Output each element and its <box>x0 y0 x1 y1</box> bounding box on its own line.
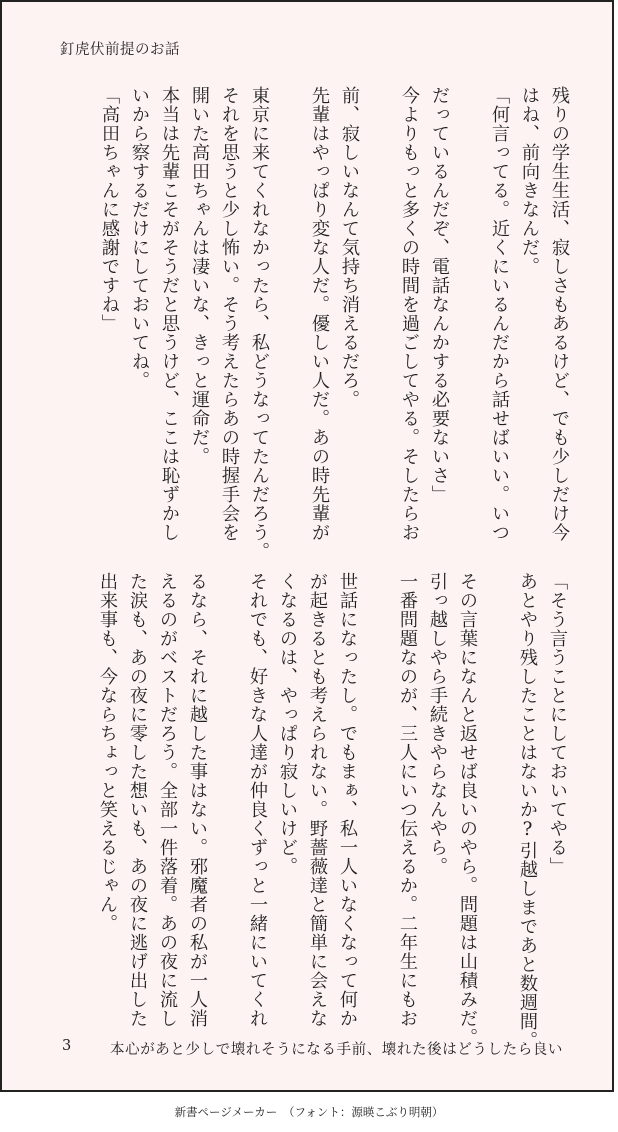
top-text-block <box>64 86 574 576</box>
text-line: だっているんだぞ、電話なんかする必要ないさ」 <box>429 86 450 504</box>
text-line: くなるのは、やっぱり寂しいけど。 <box>277 572 298 876</box>
text-line: 一番問題なのが、三人にいつ伝えるか。二年生にもお <box>397 572 418 1028</box>
text-line: それを思うと少し怖い。そう考えたらあの時握手会を <box>219 86 240 542</box>
text-line: が起きるとも考えられない。野薔薇達と簡単に会えな <box>307 572 328 1028</box>
text-line: 東京に来てくれなかったら、私どうなってたんだろう。 <box>249 86 270 561</box>
text-line: た涙も、あの夜に零した想いも、あの夜に逃げ出した <box>127 572 148 1028</box>
text-line: 「高田ちゃんに感謝ですね」 <box>99 86 120 333</box>
text-line: えるのがベストだろう。全部一件落着。あの夜に流し <box>157 572 178 1028</box>
text-line: 残りの学生生活、寂しさもあるけど、でも少しだけ今 <box>549 86 570 542</box>
text-line: 「何言ってる。近くにいるんだから話せばいい。いつ <box>489 86 510 542</box>
text-line: 世話になったし。でもまぁ、私一人いなくなって何か <box>337 572 358 1028</box>
story-title: 釘虎伏前提のお話 <box>60 42 180 58</box>
text-line: その言葉になんと返せば良いのやら。問題は山積みだ。 <box>457 572 478 1047</box>
text-line: 前、寂しいなんて気持ち消えるだろ。 <box>339 86 360 409</box>
text-line: 今よりもっと多くの時間を過ごしてやる。そしたらお <box>399 86 420 542</box>
text-line: 「そう言うことにしておいてやる」 <box>547 572 568 876</box>
text-line: 出来事も、今ならちょっと笑えるじゃん。 <box>97 572 118 933</box>
text-line: 本当は先輩こそがそうだと思うけど、ここは恥ずかし <box>159 86 180 542</box>
text-line: るなら、それに越した事はない。邪魔者の私が一人消 <box>187 572 208 1028</box>
page-number: 3 <box>62 1038 72 1054</box>
text-line: いから察するだけにしておいてね。 <box>129 86 150 390</box>
text-line: 開いた高田ちゃんは凄いな、きっと運命だ。 <box>189 86 210 466</box>
text-line: はね、前向きなんだ。 <box>519 86 540 276</box>
text-line: 引っ越しやら手続きやらなんやら。 <box>427 572 448 876</box>
maker-credit: 新書ページメーカー （フォント：源暎こぶり明朝） <box>174 1105 444 1119</box>
bottom-text-block <box>92 572 572 1062</box>
text-line: 先輩はやっぱり変な人だ。優しい人だ。あの時先輩が <box>309 86 330 542</box>
text-line: それでも、好きな人達が仲良くずっと一緒にいてくれ <box>247 572 268 1028</box>
running-footer-text: 本心があと少しで壊れそうになる手前、壊れた後はどうしたら良い <box>110 1042 563 1058</box>
text-line: あとやり残したことはないか?引越しまであと数週間。 <box>517 572 538 1050</box>
